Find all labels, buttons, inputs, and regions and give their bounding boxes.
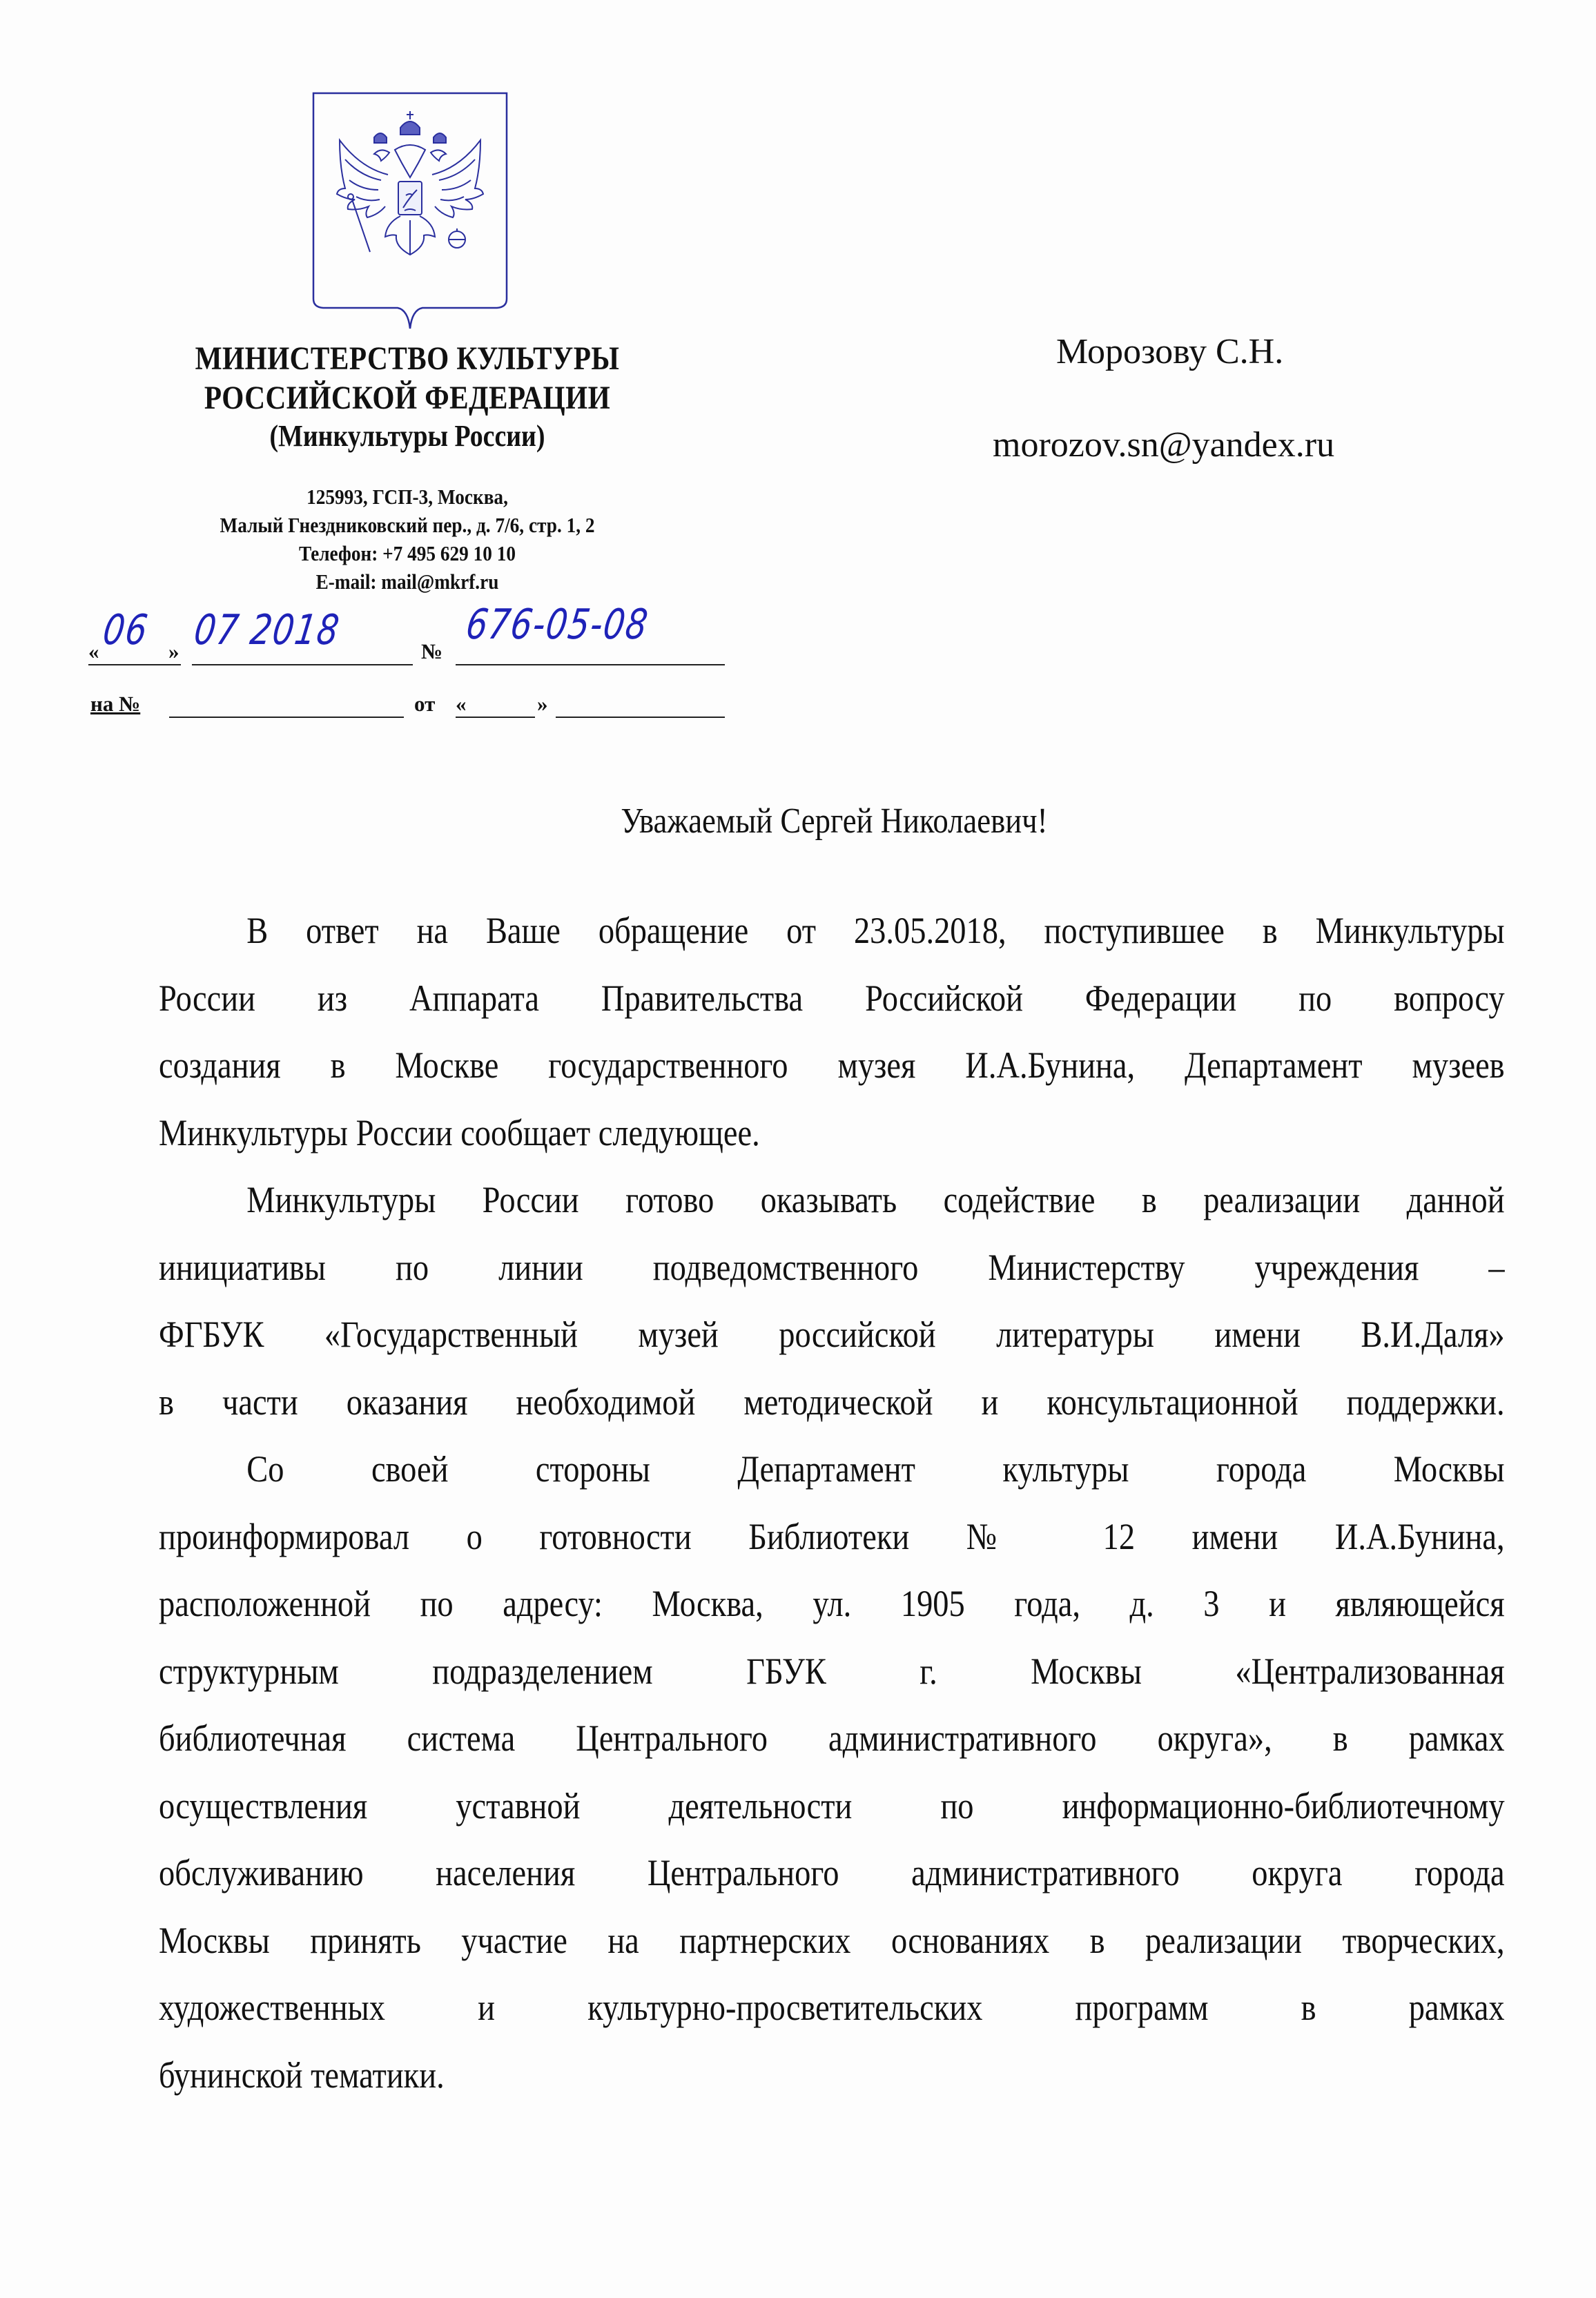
text-line: Минкультуры России сообщает следующее. — [159, 1111, 760, 1153]
text-line: Москвы принять участие на партнерских основаниях в реализации творческих, — [159, 1919, 1505, 1961]
text-line: осуществления уставной деятельности по информационно-библиотечному — [159, 1784, 1505, 1827]
text-line: В ответ на Ваше обращение от 23.05.2018, поступившее в Минкультуры — [246, 910, 1505, 951]
text-line: ФГБУК «Государственный музей российской литературы имени В.И.Даля» — [159, 1314, 1505, 1355]
text-line: создания в Москве государственного музея И.А.Бунина, Департамент музеев — [159, 1044, 1505, 1086]
text-line: художественных и культурно-просветительских программ в рамках — [159, 1987, 1505, 2028]
letter-body — [159, 897, 1505, 2109]
handwritten-month-year: 07 2018 — [191, 606, 343, 654]
quote-close: » — [168, 639, 179, 663]
paragraph — [159, 1167, 1505, 1436]
text-line: библиотечная система Центрального административного округа», в рамках — [159, 1717, 1505, 1759]
text-line: проинформировал о готовности Библиотеки № 12 имени И.А.Бунина, — [159, 1515, 1505, 1557]
text-line: Минкультуры России готово оказывать содействие в реализации данной — [246, 1179, 1505, 1220]
text-line: обслуживанию населения Центрального административного округа города — [159, 1852, 1505, 1893]
quote-close-ref: » — [537, 692, 548, 716]
paragraph — [159, 897, 1505, 1167]
text-line: структурным подразделением ГБУК г. Москвы «Централизованная — [159, 1650, 1505, 1692]
from-label: от — [414, 692, 436, 716]
handwritten-day: 06 — [100, 606, 152, 654]
recipient-name: Морозову С.Н. — [1056, 332, 1284, 371]
phone: Телефон: +7 495 629 10 10 — [298, 541, 516, 565]
ref-number-underline — [169, 717, 404, 718]
address-line2: Малый Гнездниковский пер., д. 7/6, стр. 1, 2 — [220, 513, 595, 537]
text-line: в части оказания необходимой методической и консультационной поддержки. — [159, 1381, 1505, 1423]
text-line: России из Аппарата Правительства Российской Федерации по вопросу — [159, 977, 1505, 1019]
text-line: бунинской тематики. — [159, 2054, 445, 2096]
quote-open-ref: « — [456, 692, 467, 716]
double-headed-eagle-icon — [337, 111, 483, 255]
text-line: Со своей стороны Департамент культуры города Москвы — [246, 1448, 1505, 1490]
org-name-line1: МИНИСТЕРСТВО КУЛЬТУРЫ — [195, 340, 620, 377]
org-email: E-mail: mail@mkrf.ru — [315, 569, 499, 594]
number-underline — [456, 664, 725, 665]
recipient-email: morozov.sn@yandex.ru — [993, 425, 1335, 465]
org-name-line2: РОССИЙСКОЙ ФЕДЕРАЦИИ — [204, 380, 611, 416]
month-year-underline — [192, 664, 413, 665]
number-sign: № — [421, 639, 443, 663]
org-short-name: (Минкультуры России) — [269, 419, 545, 453]
day-underline — [88, 664, 181, 665]
paragraph — [159, 1436, 1505, 2109]
coat-of-arms-emblem — [312, 92, 508, 330]
address-line1: 125993, ГСП-3, Москва, — [306, 485, 508, 509]
text-line: инициативы по линии подведомственного Министерству учреждения – — [159, 1246, 1505, 1288]
ref-day-underline — [456, 717, 535, 718]
salutation-text: Уважаемый Сергей Николаевич! — [621, 801, 1048, 841]
text-line: расположенной по адресу: Москва, ул. 1905 года, д. 3 и являющейся — [159, 1583, 1505, 1624]
quote-open: « — [88, 639, 99, 663]
ref-number-label: на № — [90, 692, 141, 716]
ref-date-underline — [556, 717, 725, 718]
salutation — [0, 801, 1596, 842]
handwritten-outgoing-number: 676-05-08 — [463, 601, 652, 649]
